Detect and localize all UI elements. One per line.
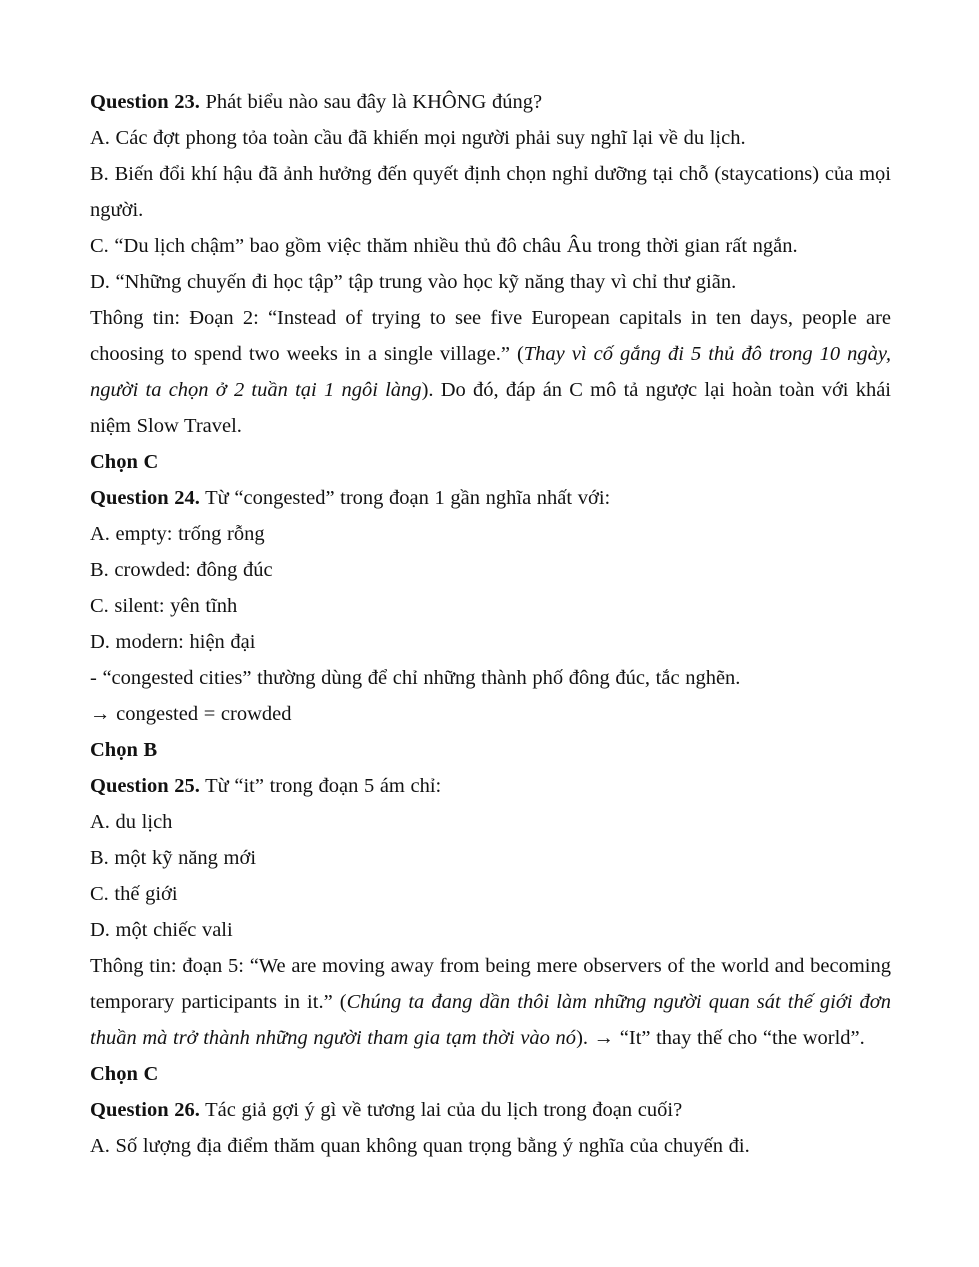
question-24-answer xyxy=(90,732,891,768)
text-run: C. “Du lịch chậm” bao gồm việc thăm nhiều thủ đô châu Âu trong thời gian rất ngắn. xyxy=(90,235,798,257)
text-run: D. “Những chuyến đi học tập” tập trung vào học kỹ năng thay vì chỉ thư giãn. xyxy=(90,271,737,293)
text-run: Question 24. xyxy=(90,487,200,509)
question-24-option-d xyxy=(90,624,891,660)
text-run: Chúng ta đang dần thôi làm những người quan sát thế giới đơn thuần mà trở thành những người tham gia tạm thời vào nó xyxy=(90,991,892,1049)
text-run: B. crowded: đông đúc xyxy=(90,559,273,581)
text-run: Từ “congested” trong đoạn 1 gần nghĩa nhất với: xyxy=(199,487,611,509)
text-run: Question 25. xyxy=(90,775,200,797)
text-run: A. Các đợt phong tỏa toàn cầu đã khiến mọi người phải suy nghĩ lại về du lịch. xyxy=(90,127,746,149)
question-25-option-b xyxy=(90,840,891,876)
text-run: D. một chiếc vali xyxy=(90,919,233,941)
text-run: ). Do đó, đáp án C mô tả ngược lại hoàn toàn với khái niệm Slow Travel. xyxy=(90,379,891,437)
question-24-stem xyxy=(90,480,891,516)
question-26-stem xyxy=(90,1092,891,1128)
question-23-explanation xyxy=(90,300,891,444)
question-25-option-c xyxy=(90,876,891,912)
question-24-option-b xyxy=(90,552,891,588)
text-run: Phát biểu nào sau đây là KHÔNG đúng? xyxy=(199,91,543,113)
question-25-stem xyxy=(90,768,891,804)
text-run: A. Số lượng địa điểm thăm quan không quan trọng bằng ý nghĩa của chuyến đi. xyxy=(90,1135,750,1157)
text-run: Question 23. xyxy=(90,91,200,113)
text-run: Thông tin: đoạn 5: “We are moving away from being mere observers of the world and becoming temporary participants in it.” ( xyxy=(90,955,891,1013)
question-25-option-d xyxy=(90,912,891,948)
question-23-option-a xyxy=(90,120,891,156)
text-run: → congested = crowded xyxy=(90,703,292,725)
text-run: A. du lịch xyxy=(90,811,173,833)
question-24-option-a xyxy=(90,516,891,552)
text-run: Tác giả gợi ý gì về tương lai của du lịch trong đoạn cuối? xyxy=(199,1099,683,1121)
question-23-option-d xyxy=(90,264,891,300)
question-24-explanation-1 xyxy=(90,660,891,696)
text-run: Chọn C xyxy=(90,451,159,473)
text-run: ). → “It” thay thế cho “the world”. xyxy=(576,1027,865,1049)
text-run: - “congested cities” thường dùng để chỉ những thành phố đông đúc, tắc nghẽn. xyxy=(90,667,741,689)
question-23-option-b xyxy=(90,156,891,228)
question-23-stem xyxy=(90,84,891,120)
question-24-option-c xyxy=(90,588,891,624)
question-25-option-a xyxy=(90,804,891,840)
question-25-answer xyxy=(90,1056,891,1092)
text-run: C. thế giới xyxy=(90,883,178,905)
question-25-explanation xyxy=(90,948,891,1056)
text-run: Thông tin: Đoạn 2: “Instead of trying to see five European capitals in ten days, people are choosing to spend two weeks in a single village.” ( xyxy=(90,307,891,365)
question-23-answer xyxy=(90,444,891,480)
text-run: C. silent: yên tĩnh xyxy=(90,595,238,617)
text-run: Question 26. xyxy=(90,1099,200,1121)
text-run: Thay vì cố gắng đi 5 thủ đô trong 10 ngày, người ta chọn ở 2 tuần tại 1 ngôi làng xyxy=(90,343,891,401)
question-26-option-a xyxy=(90,1128,891,1164)
text-run: A. empty: trống rỗng xyxy=(90,523,265,545)
text-run: Chọn B xyxy=(90,739,158,761)
text-run: B. một kỹ năng mới xyxy=(90,847,257,869)
text-run: B. Biến đổi khí hậu đã ảnh hưởng đến quyết định chọn nghỉ dưỡng tại chỗ (staycations) của mọi người. xyxy=(90,163,891,221)
text-run: Chọn C xyxy=(90,1063,159,1085)
document-content xyxy=(90,84,891,1164)
text-run: D. modern: hiện đại xyxy=(90,631,256,653)
text-run: Từ “it” trong đoạn 5 ám chỉ: xyxy=(199,775,442,797)
question-23-option-c xyxy=(90,228,891,264)
question-24-explanation-2 xyxy=(90,696,891,732)
